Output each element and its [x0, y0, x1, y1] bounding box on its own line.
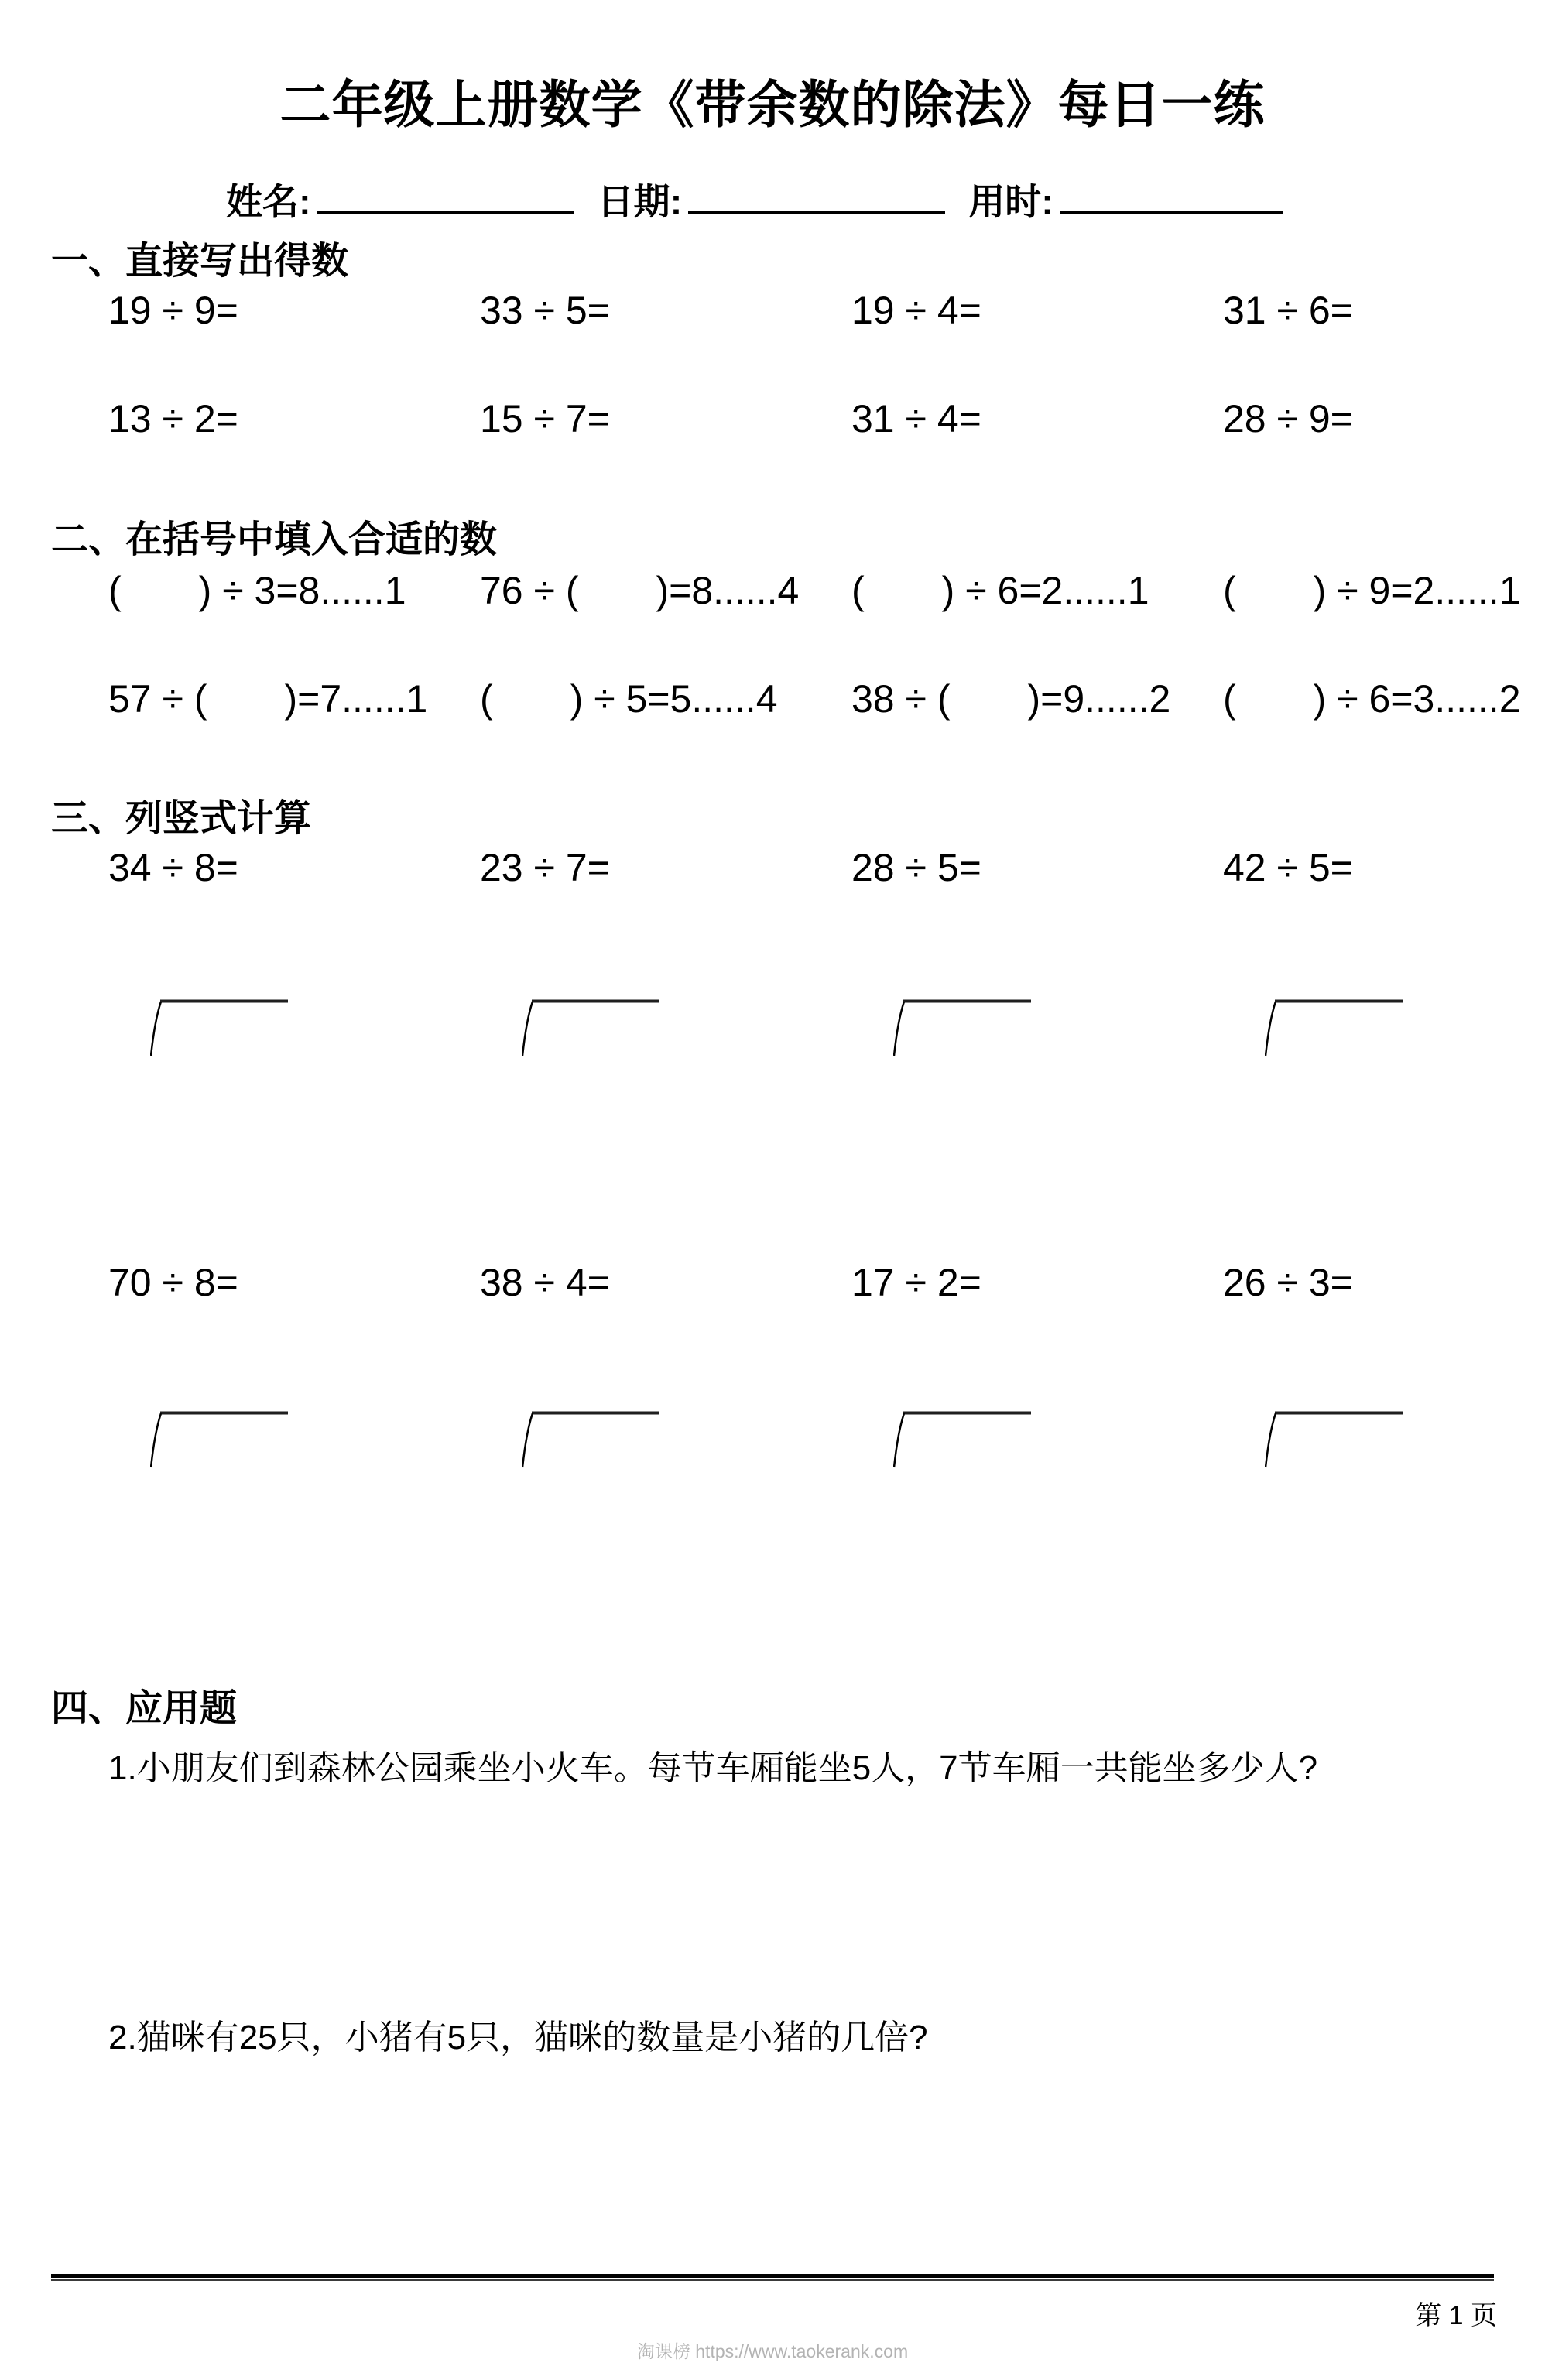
problem-item: 42 ÷ 5=	[1223, 846, 1353, 889]
problem-item: ( ) ÷ 6=3......2	[1223, 677, 1521, 721]
section2-title: 二、在括号中填入合适的数	[51, 519, 498, 560]
section4-title: 四、应用题	[51, 1688, 238, 1729]
word-problem-2: 2.猫咪有25只，小猪有5只，猫咪的数量是小猪的几倍?	[108, 2019, 928, 2056]
problem-item: 31 ÷ 6=	[1223, 289, 1353, 332]
date-label: 日期:	[597, 181, 683, 222]
problem-item: 26 ÷ 3=	[1223, 1261, 1353, 1304]
section3-row1	[108, 847, 1545, 889]
time-blank-line	[1060, 175, 1283, 214]
student-info-row	[226, 173, 1283, 225]
long-division-bracket-icon	[522, 998, 893, 1057]
section3-title: 三、列竖式计算	[51, 798, 312, 839]
long-division-bracket-icon	[893, 1410, 1265, 1469]
section1-row2	[108, 398, 1545, 440]
long-division-bracket-icon	[150, 998, 522, 1057]
problem-item: 28 ÷ 5=	[851, 846, 981, 889]
problem-item: 76 ÷ ( )=8......4	[480, 569, 800, 612]
problem-item: 38 ÷ ( )=9......2	[851, 677, 1171, 721]
page-title: 二年级上册数学《带余数的除法》每日一练	[279, 76, 1266, 134]
problem-item: 38 ÷ 4=	[480, 1261, 610, 1304]
time-label: 用时:	[968, 181, 1053, 222]
long-division-bracket-icon	[893, 998, 1265, 1057]
date-blank-line	[688, 175, 945, 214]
problem-item: 31 ÷ 4=	[851, 397, 981, 440]
problem-item: 33 ÷ 5=	[480, 289, 610, 332]
section2-row2	[108, 678, 1545, 721]
problem-item: 13 ÷ 2=	[108, 397, 238, 440]
word-problem-1: 1.小朋友们到森林公园乘坐小火车。每节车厢能坐5人，7节车厢一共能坐多少人?	[108, 1749, 1318, 1787]
problem-item: 23 ÷ 7=	[480, 846, 610, 889]
long-division-bracket-icon	[150, 1410, 522, 1469]
problem-item: 34 ÷ 8=	[108, 846, 238, 889]
section2-row1	[108, 570, 1545, 612]
problem-item: ( ) ÷ 6=2......1	[851, 569, 1149, 612]
long-division-workspace-row2	[150, 1410, 1545, 1469]
page-number: 第 1 页	[1415, 2301, 1497, 2330]
long-division-bracket-icon	[1265, 1410, 1545, 1469]
section1-row1	[108, 289, 1545, 332]
name-label: 姓名:	[226, 181, 311, 222]
section3-row2	[108, 1262, 1545, 1304]
watermark-text: 淘课榜 https://www.taokerank.com	[636, 2341, 909, 2361]
long-division-bracket-icon	[522, 1410, 893, 1469]
problem-item: 15 ÷ 7=	[480, 397, 610, 440]
long-division-workspace-row1	[150, 998, 1545, 1057]
long-division-bracket-icon	[1265, 998, 1545, 1057]
problem-item: 19 ÷ 9=	[108, 289, 238, 332]
section1-title: 一、直接写出得数	[51, 241, 349, 282]
problem-item: 57 ÷ ( )=7......1	[108, 677, 428, 721]
footer-divider	[51, 2274, 1494, 2281]
problem-item: 28 ÷ 9=	[1223, 397, 1353, 440]
problem-item: 70 ÷ 8=	[108, 1261, 238, 1304]
name-blank-line	[317, 175, 574, 214]
problem-item: ( ) ÷ 9=2......1	[1223, 569, 1521, 612]
problem-item: ( ) ÷ 5=5......4	[480, 677, 778, 721]
problem-item: ( ) ÷ 3=8......1	[108, 569, 406, 612]
problem-item: 17 ÷ 2=	[851, 1261, 981, 1304]
problem-item: 19 ÷ 4=	[851, 289, 981, 332]
